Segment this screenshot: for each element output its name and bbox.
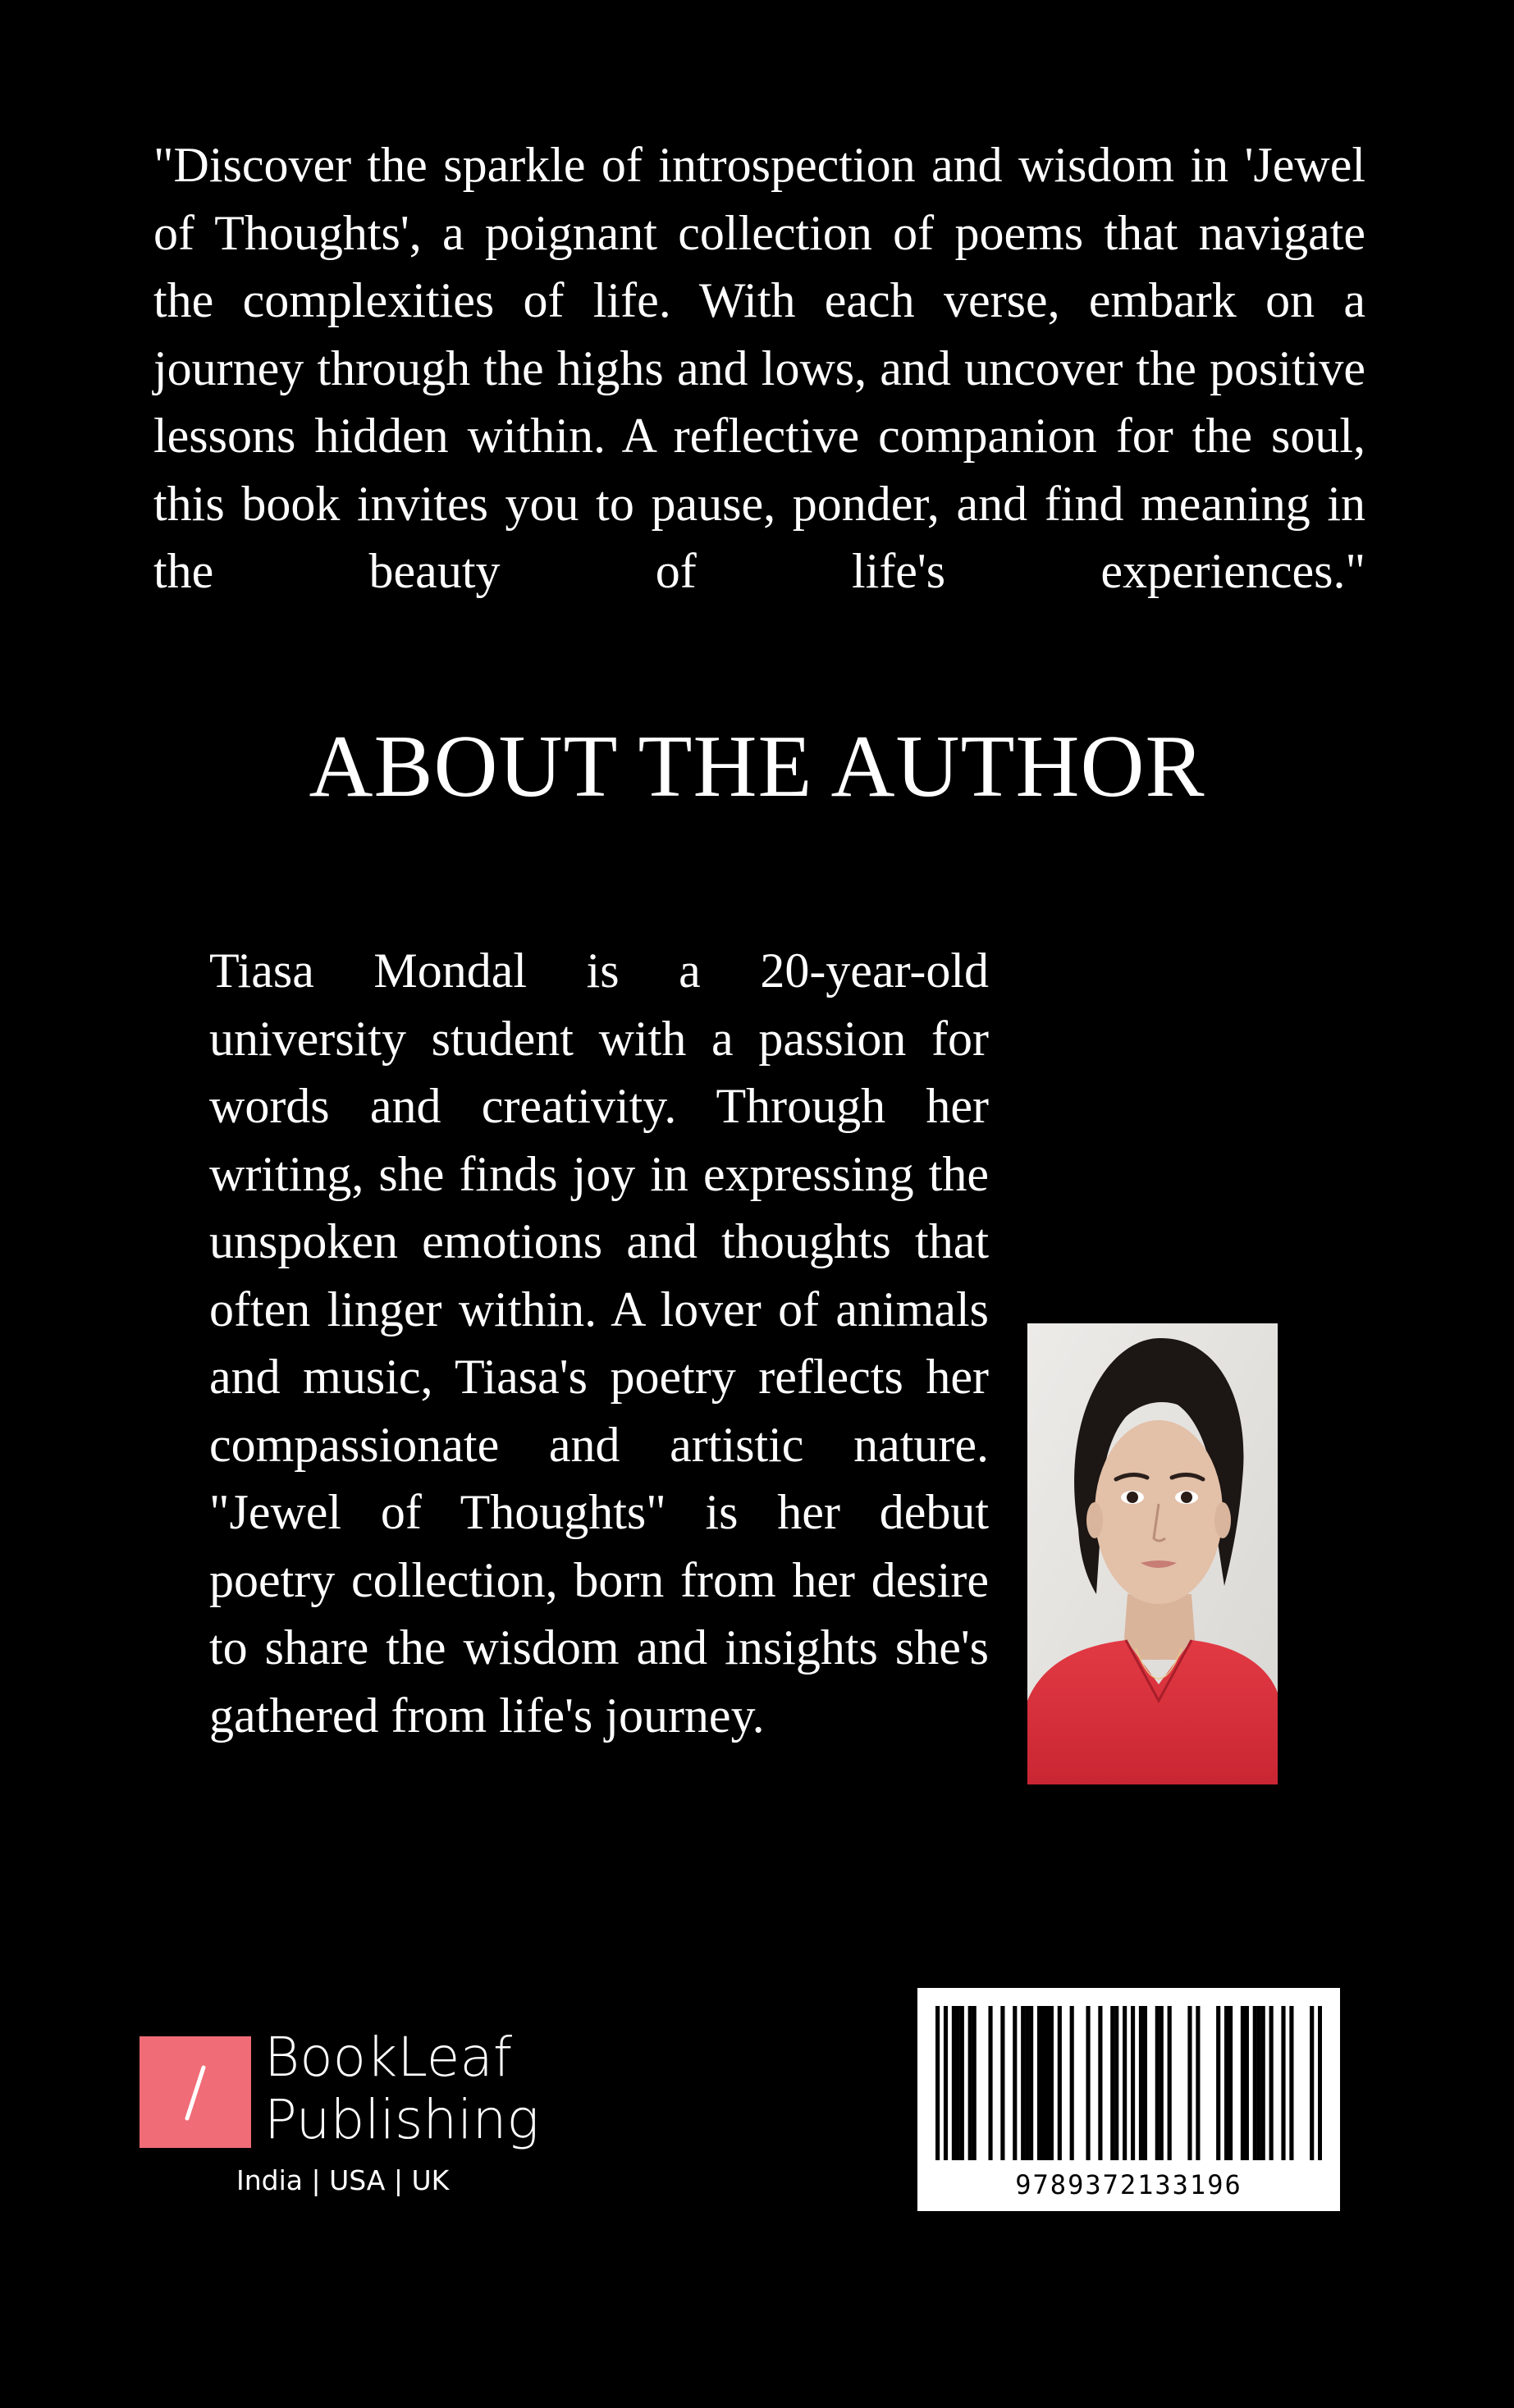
barcode-bar (1245, 2006, 1249, 2160)
barcode-bar (1058, 2006, 1062, 2160)
barcode-bar (1086, 2006, 1090, 2160)
barcode-bar (1289, 2006, 1293, 2160)
barcode-bar (1187, 2006, 1192, 2160)
barcode-bars (935, 2006, 1322, 2160)
barcode-bar (1025, 2006, 1029, 2160)
bookleaf-publishing-logo (140, 2026, 583, 2207)
barcode-bar (972, 2006, 977, 2160)
barcode-bar (1257, 2006, 1261, 2160)
slash-icon (140, 2036, 251, 2148)
barcode-bar (1228, 2006, 1233, 2160)
barcode-bar (1216, 2006, 1220, 2160)
barcode-bar (1041, 2006, 1045, 2160)
barcode-bar (1021, 2006, 1025, 2160)
barcode-bar (1037, 2006, 1041, 2160)
barcode-bar (1123, 2006, 1127, 2160)
barcode-bar (1098, 2006, 1102, 2160)
isbn-number: 9789372133196 (1015, 2169, 1242, 2200)
barcode-bar (1168, 2006, 1172, 2160)
barcode-bar (1070, 2006, 1074, 2160)
barcode-bar (1241, 2006, 1245, 2160)
publisher-name (264, 2026, 576, 2151)
barcode-bar (1114, 2006, 1118, 2160)
barcode-bar (1029, 2006, 1033, 2160)
barcode-bar (1160, 2006, 1164, 2160)
barcode-bar (1261, 2006, 1265, 2160)
isbn-barcode (917, 1988, 1340, 2211)
barcode-bar (1131, 2006, 1135, 2160)
barcode-bar (1143, 2006, 1147, 2160)
publisher-regions: India | USA | UK (236, 2164, 450, 2196)
publisher-name-line1: BookLeaf (264, 2026, 513, 2089)
barcode-bar (1110, 2006, 1114, 2160)
barcode-bar (968, 2006, 972, 2160)
barcode-bar (1310, 2006, 1314, 2160)
barcode-bar (1139, 2006, 1143, 2160)
barcode-bar (1224, 2006, 1228, 2160)
barcode-bar (1045, 2006, 1050, 2160)
barcode-bar (1050, 2006, 1054, 2160)
barcode-bar (1013, 2006, 1017, 2160)
barcode-bar (956, 2006, 960, 2160)
author-photo (1027, 1323, 1278, 1784)
barcode-bar (1318, 2006, 1322, 2160)
about-author-heading: ABOUT THE AUTHOR (309, 718, 1205, 816)
barcode-bar (952, 2006, 956, 2160)
barcode-bar (1281, 2006, 1285, 2160)
barcode-bar (1196, 2006, 1200, 2160)
barcode-bar (988, 2006, 992, 2160)
barcode-bar (935, 2006, 940, 2160)
publisher-name-line2: Publishing (264, 2088, 540, 2151)
author-bio: Tiasa Mondal is a 20-year-old university student with a passion for words and creativity. Through her writing, she finds joy in expressing the unspoken emotions and thoughts that often linger within. A lover of animals and music, Tiasa's poetry reflects her compassionate and artistic nature. "Jewel of Thoughts" is her debut poetry collection, born from her desire to share the wisdom and insights she's gathered from life's journey. (209, 944, 989, 1743)
book-blurb: "Discover the sparkle of introspection and wisdom in 'Jewel of Thoughts', a poignant collection of poems that navigate the complexities of life. With each verse, embark on a journey through the highs and lows, and uncover the positive lessons hidden within. A reflective companion for the soul, this book invites you to pause, ponder, and find meaning in the beauty of life's experiences." (153, 138, 1365, 598)
barcode-bar (1269, 2006, 1274, 2160)
barcode-bar (1155, 2006, 1160, 2160)
barcode-bar (1253, 2006, 1257, 2160)
barcode-bar (944, 2006, 948, 2160)
barcode-bar (1000, 2006, 1004, 2160)
barcode-bar (960, 2006, 964, 2160)
